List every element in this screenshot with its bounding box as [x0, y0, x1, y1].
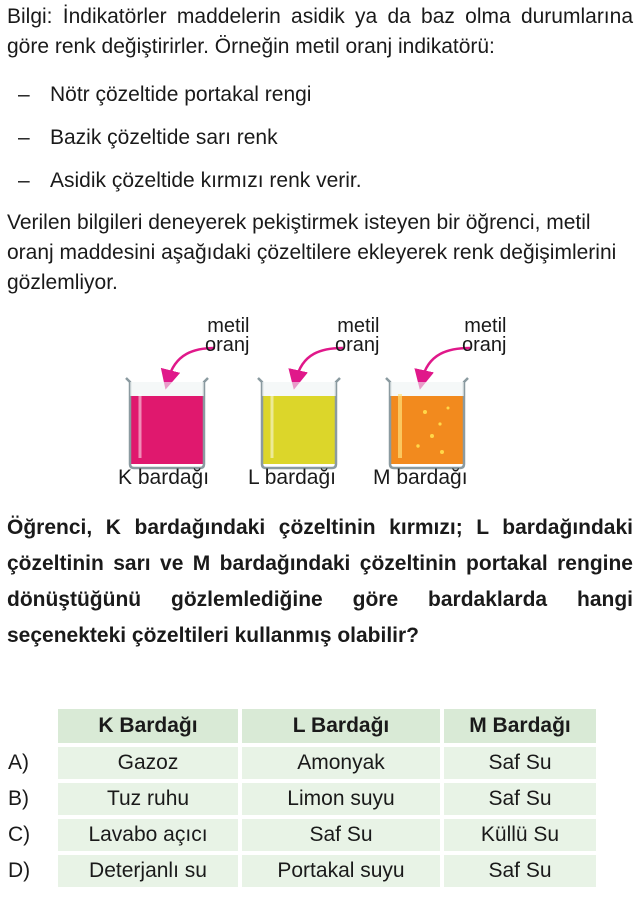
header-l: L Bardağı	[242, 709, 440, 743]
beaker-k	[126, 378, 208, 468]
option-letter[interactable]: A)	[8, 751, 29, 774]
indicator-label-m: metil oranj	[462, 315, 507, 356]
indicator-label-l: metil oranj	[335, 315, 380, 356]
table-cell: Amonyak	[242, 747, 440, 779]
table-cell: Limon suyu	[242, 783, 440, 815]
question-text: Öğrenci, K bardağındaki çözeltinin kırmızı; L bardağındaki çözeltinin sarı ve M bardağındaki çözeltinin portakal rengine dönüştüğünü gözlemlediğine göre bardaklarda hangi seçenekteki çözeltileri kullanmış olabilir?	[7, 516, 633, 647]
option-row-b[interactable]	[4, 783, 596, 815]
list-item	[18, 80, 362, 123]
table-header-row	[4, 709, 596, 743]
header-m: M Bardağı	[444, 709, 596, 743]
option-letter[interactable]: C)	[8, 823, 31, 846]
table-cell: Saf Su	[242, 819, 440, 851]
list-item-text: Nötr çözeltide portakal rengi	[50, 83, 312, 106]
info-paragraph: Bilgi: İndikatörler maddelerin asidik ya da baz olma durumlarına göre renk değiştirirler. Örneğin metil oranj indikatörü:	[7, 5, 633, 58]
option-row-c[interactable]	[4, 819, 596, 851]
table-cell: Saf Su	[444, 855, 596, 887]
table-cell: Gazoz	[58, 747, 238, 779]
table-cell: Küllü Su	[444, 819, 596, 851]
table-cell: Tuz ruhu	[58, 783, 238, 815]
indicator-color-list	[18, 80, 362, 209]
option-letter[interactable]: B)	[8, 787, 29, 810]
beaker-label-k: K bardağı	[118, 466, 210, 489]
beaker-label-m: M bardağı	[373, 466, 468, 489]
list-item-text: Asidik çözeltide kırmızı renk verir.	[50, 169, 362, 192]
option-row-d[interactable]	[4, 855, 596, 887]
table-cell: Saf Su	[444, 783, 596, 815]
indicator-label-k: metil oranj	[205, 315, 250, 356]
list-item-text: Bazik çözeltide sarı renk	[50, 126, 278, 149]
list-item	[18, 166, 362, 209]
beaker-m	[386, 378, 468, 468]
option-letter[interactable]: D)	[8, 859, 31, 882]
dash-marker: –	[18, 169, 30, 192]
table-cell: Lavabo açıcı	[58, 819, 238, 851]
table-cell: Deterjanlı su	[58, 855, 238, 887]
header-k: K Bardağı	[58, 709, 238, 743]
list-item	[18, 123, 362, 166]
beaker-label-l: L bardağı	[248, 466, 336, 489]
table-cell: Saf Su	[444, 747, 596, 779]
intro-paragraph: Verilen bilgileri deneyerek pekiştirmek isteyen bir öğrenci, metil oranj maddesini aşağıdaki çözeltilere ekleyerek renk değişimlerini gözlemliyor.	[7, 211, 617, 294]
option-row-a[interactable]	[4, 747, 596, 779]
dash-marker: –	[18, 126, 30, 149]
dash-marker: –	[18, 83, 30, 106]
table-cell: Portakal suyu	[242, 855, 440, 887]
beaker-l	[258, 378, 340, 468]
answer-options-table	[0, 705, 600, 891]
